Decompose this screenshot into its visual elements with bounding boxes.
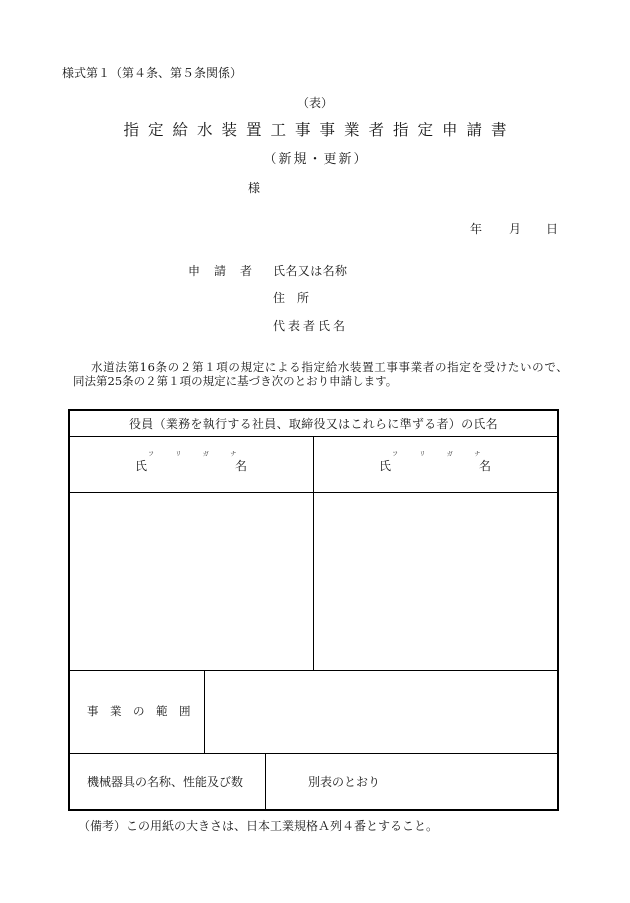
applicant-address-label: 住 所 (273, 291, 310, 305)
applicant-label: 申 請 者 (188, 264, 254, 278)
addressee-suffix: 様 (248, 181, 261, 195)
family-name-label: 氏 (379, 459, 392, 473)
remarks-note: （備考）この用紙の大きさは、日本工業規格Ａ列４番とすること。 (78, 819, 439, 833)
equipment-value-cell (266, 754, 557, 809)
officers-header: 役員（業務を執行する社員、取締役又はこれらに準ずる者）の氏名 (128, 416, 498, 431)
application-table (68, 409, 559, 811)
officer-name-header-right (314, 437, 557, 492)
form-number: 様式第１（第４条、第５条関係） (62, 66, 243, 80)
application-type: （新規・更新） (263, 152, 369, 167)
statement-line-1: 水道法第16条の２第１項の規定による指定給水装置工事事業者の指定を受けたいので、 (91, 360, 569, 374)
furigana-label: フリガナ (392, 451, 502, 458)
representative-name-label: 代表者氏名 (273, 319, 349, 333)
given-name-label: 名 (235, 459, 248, 473)
equipment-row (70, 753, 557, 809)
business-scope-entry (205, 671, 557, 753)
business-scope-row (70, 670, 557, 753)
officers-header-row (70, 411, 557, 436)
furigana-label: フリガナ (148, 451, 258, 458)
date-year-label: 年 (470, 222, 483, 236)
given-name-label: 名 (479, 459, 492, 473)
officer-name-header-left (70, 437, 314, 492)
applicant-name-label: 氏名又は名称 (273, 264, 348, 278)
business-scope-label-cell (70, 671, 205, 753)
equipment-value: 別表のとおり (308, 774, 381, 789)
date-day-label: 日 (546, 222, 559, 236)
officer-name-header-row (70, 436, 557, 492)
officer-names-entry-right (314, 493, 557, 670)
business-scope-label: 事 業 の 範 囲 (87, 704, 191, 719)
family-name-label: 氏 (135, 459, 148, 473)
statement-line-2: 同法第25条の２第１項の規定に基づき次のとおり申請します。 (73, 374, 398, 388)
page-title: 指定給水装置工事事業者指定申請書 (123, 121, 516, 139)
date-month-label: 月 (509, 222, 522, 236)
side-label: （表） (296, 96, 333, 110)
equipment-label-cell (70, 754, 266, 809)
equipment-label: 機械器具の名称、性能及び数 (87, 774, 244, 789)
officer-names-entry-row (70, 492, 557, 670)
officer-names-entry-left (70, 493, 314, 670)
